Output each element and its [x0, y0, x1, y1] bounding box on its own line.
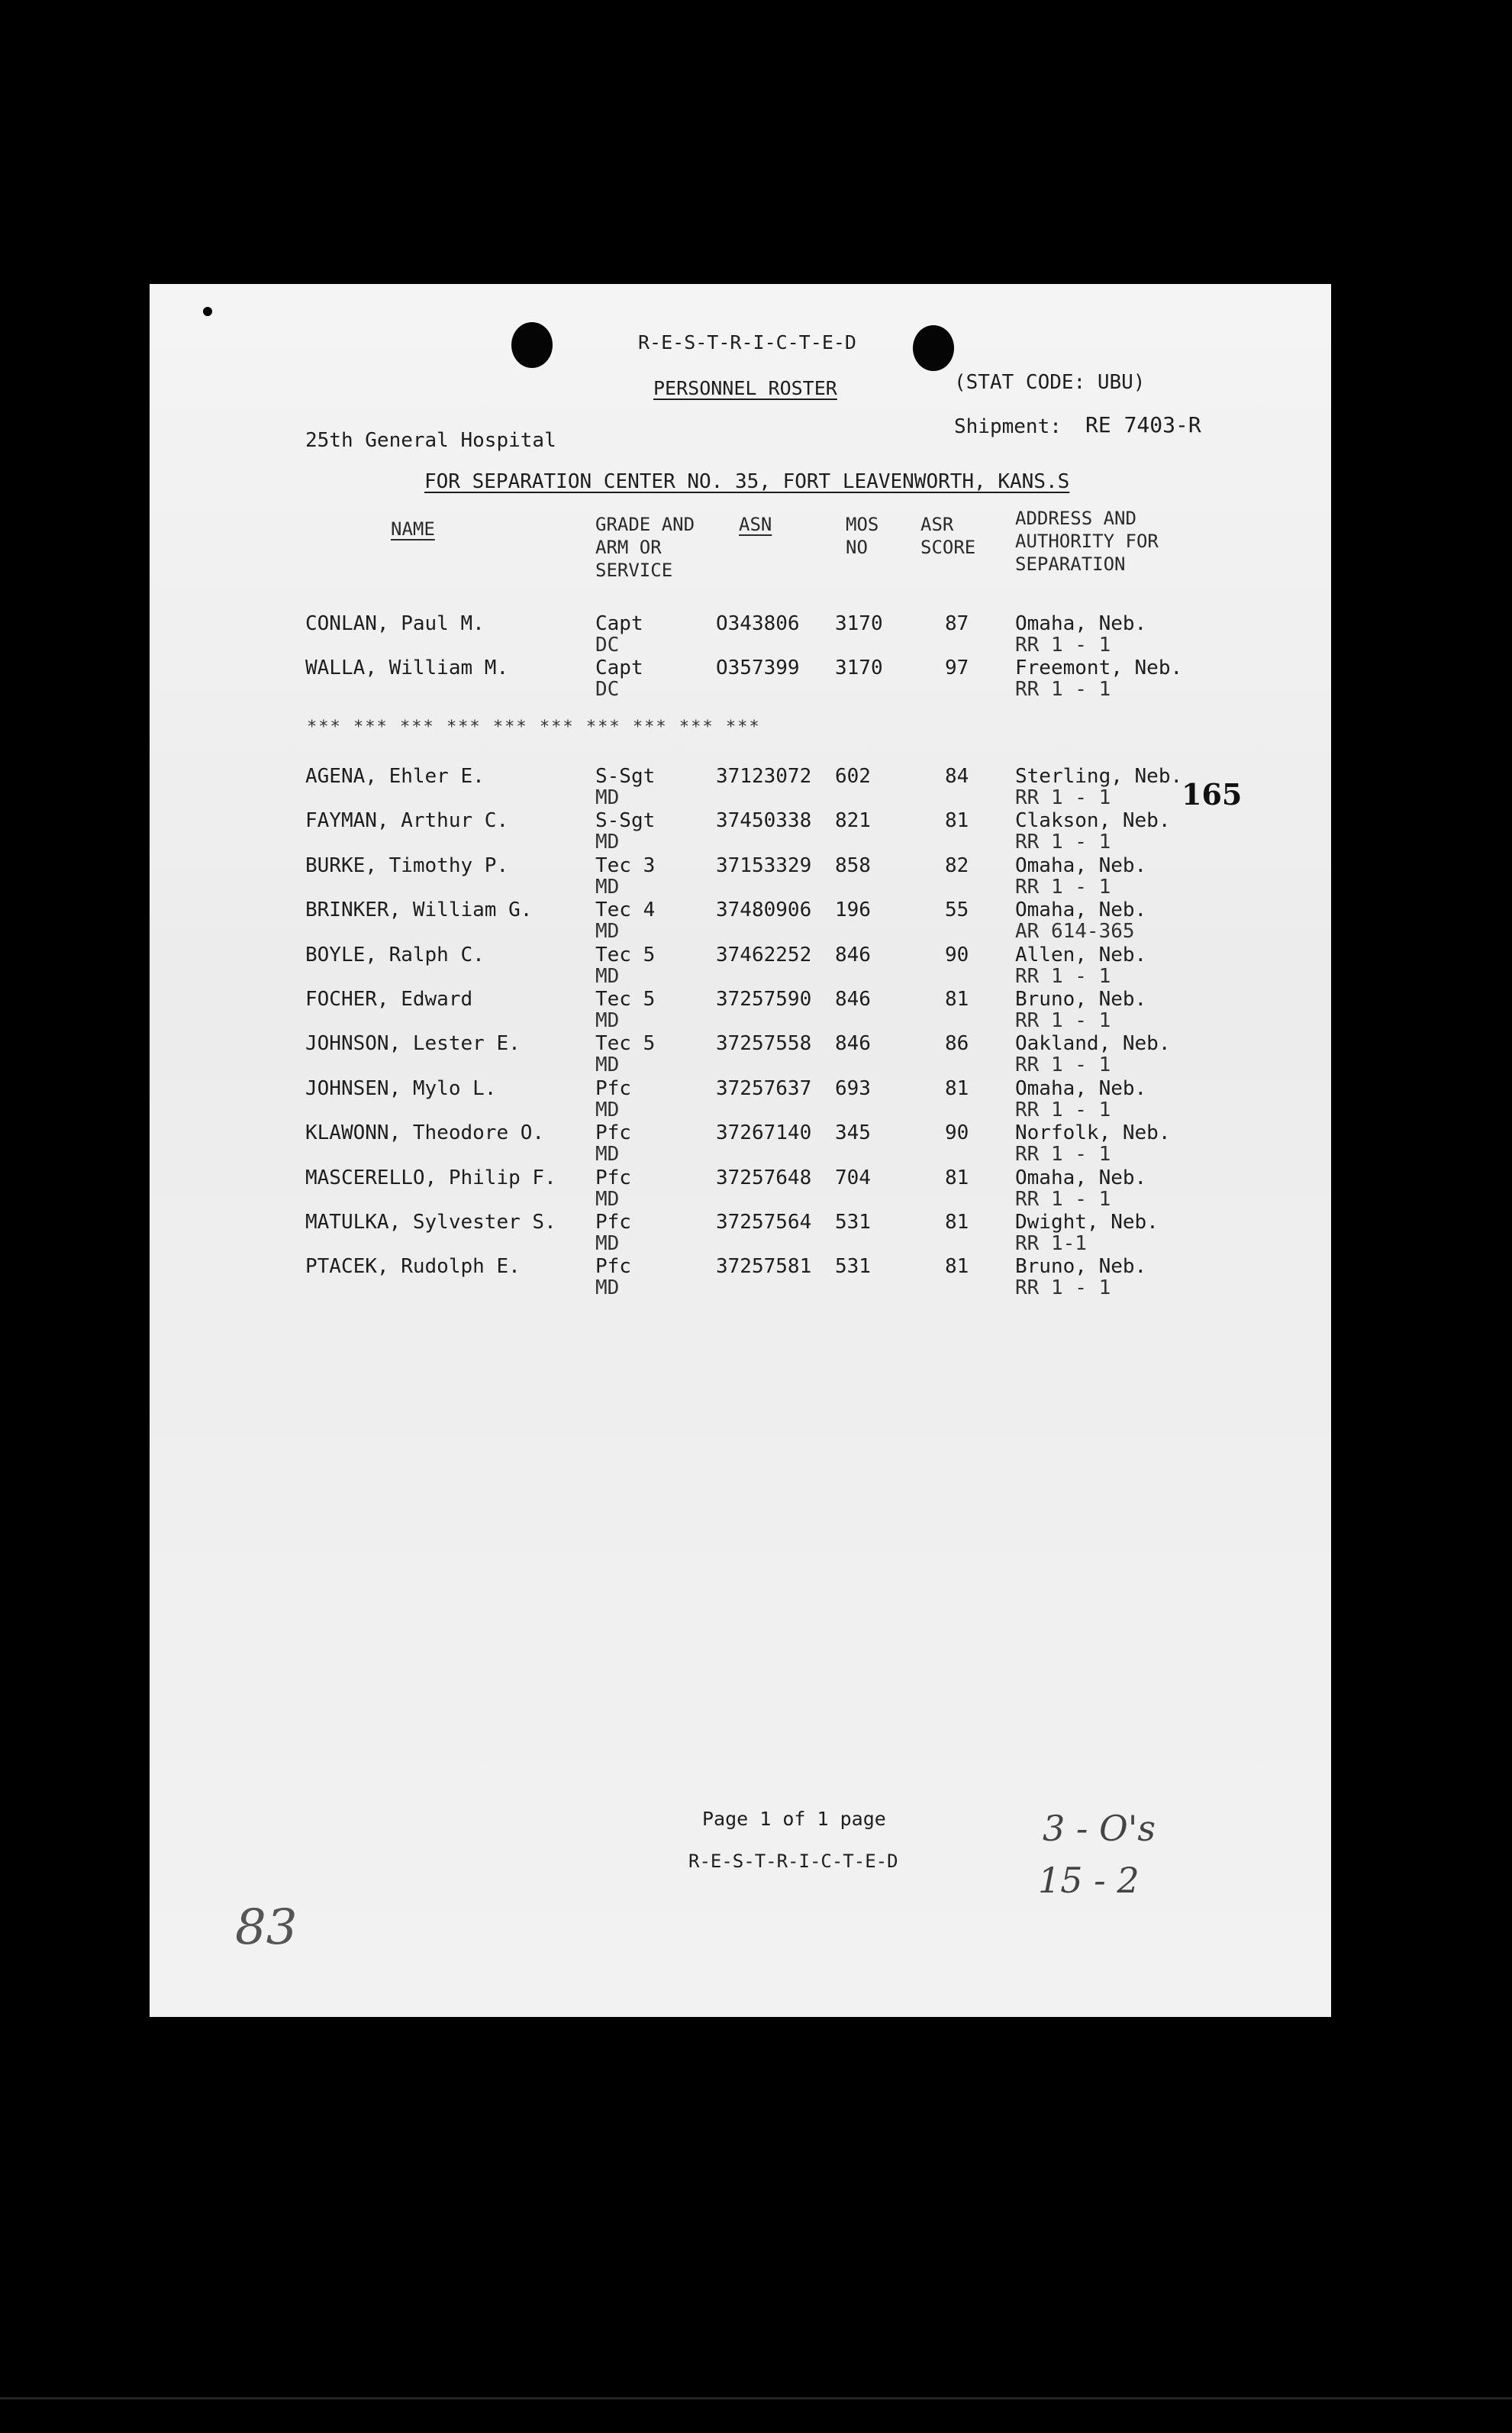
restricted-header: R-E-S-T-R-I-C-T-E-D: [638, 331, 856, 353]
row-asr: 84: [945, 765, 969, 788]
row-mos: 693: [835, 1076, 871, 1100]
row-asn: 37257581: [716, 1255, 812, 1279]
row-asn: O357399: [716, 657, 800, 679]
row-name: BRINKER, William G.: [305, 899, 533, 922]
row-asn: O343806: [716, 612, 800, 635]
speck-mark: [203, 307, 212, 316]
col-header-asn: ASN: [739, 514, 772, 535]
scan-edge-line: [0, 2397, 1512, 2399]
row-mos: 602: [835, 765, 871, 788]
row-mos: 821: [835, 809, 871, 833]
row-mos: 846: [835, 988, 871, 1011]
row-grade: Tec 5: [595, 988, 656, 1011]
row-arm: MD: [595, 1187, 620, 1211]
row-asr: 81: [945, 1166, 969, 1189]
row-arm: MD: [595, 1232, 620, 1255]
shipment-value: RE 7403-R: [1085, 412, 1201, 437]
row-address: Omaha, Neb.: [1015, 612, 1147, 635]
row-asr: 81: [945, 809, 969, 833]
punch-hole-right: [913, 325, 954, 371]
row-mos: 531: [835, 1255, 871, 1279]
row-arm: MD: [595, 875, 620, 899]
row-mos: 704: [835, 1166, 871, 1189]
row-address: Omaha, Neb.: [1015, 853, 1147, 877]
row-grade: Pfc: [595, 1166, 631, 1189]
row-authority: RR 1 - 1: [1015, 1054, 1111, 1077]
row-name: BOYLE, Ralph C.: [305, 943, 485, 966]
row-asr: 81: [945, 1076, 969, 1100]
roster-page: [150, 284, 1331, 2017]
row-address: Omaha, Neb.: [1015, 1166, 1147, 1189]
row-address: Omaha, Neb.: [1015, 899, 1147, 922]
row-asr: 87: [945, 612, 969, 635]
row-arm: DC: [595, 634, 620, 657]
row-authority: RR 1 - 1: [1015, 831, 1111, 854]
row-asn: 37450338: [716, 809, 812, 833]
row-name: FOCHER, Edward: [305, 988, 473, 1011]
row-name: JOHNSEN, Mylo L.: [305, 1076, 497, 1100]
handwritten-note-line2: 15 - 2: [1038, 1860, 1140, 1901]
row-grade: Pfc: [595, 1255, 631, 1279]
row-arm: MD: [595, 1054, 620, 1077]
col-header-asr: ASR SCORE: [920, 514, 976, 558]
row-asn: 37462252: [716, 943, 812, 966]
row-authority: RR 1 - 1: [1015, 1098, 1111, 1121]
row-authority: AR 614-365: [1015, 920, 1135, 944]
row-name: JOHNSON, Lester E.: [305, 1032, 521, 1056]
row-authority: RR 1 - 1: [1015, 875, 1111, 899]
row-grade: S-Sgt: [595, 809, 656, 833]
row-asr: 97: [945, 657, 969, 679]
row-authority: RR 1 - 1: [1015, 1143, 1111, 1166]
row-mos: 196: [835, 899, 871, 922]
row-name: FAYMAN, Arthur C.: [305, 809, 509, 833]
col-header-mos: MOS NO: [846, 514, 879, 558]
handwritten-note-line1: 3 - O's: [1043, 1808, 1156, 1849]
row-authority: RR 1 - 1: [1015, 634, 1111, 657]
row-asr: 81: [945, 988, 969, 1011]
row-address: Oakland, Neb.: [1015, 1032, 1171, 1056]
row-grade: Capt: [595, 657, 643, 679]
row-asn: 37153329: [716, 853, 812, 877]
row-asr: 86: [945, 1032, 969, 1056]
row-mos: 3170: [835, 657, 883, 679]
row-arm: DC: [595, 678, 620, 701]
punch-hole-left: [511, 322, 553, 368]
row-grade: Tec 3: [595, 853, 656, 877]
row-mos: 531: [835, 1211, 871, 1234]
row-name: AGENA, Ehler E.: [305, 765, 485, 788]
row-authority: RR 1 - 1: [1015, 964, 1111, 988]
row-grade: Pfc: [595, 1121, 631, 1145]
row-asn: 37257637: [716, 1076, 812, 1100]
row-address: Bruno, Neb.: [1015, 988, 1147, 1011]
row-asr: 81: [945, 1255, 969, 1279]
row-mos: 3170: [835, 612, 883, 635]
row-name: KLAWONN, Theodore O.: [305, 1121, 545, 1145]
row-name: MATULKA, Sylvester S.: [305, 1211, 556, 1234]
row-arm: MD: [595, 964, 620, 988]
row-asn: 37257590: [716, 988, 812, 1011]
row-arm: MD: [595, 920, 620, 944]
col-header-name: NAME: [391, 518, 435, 540]
row-arm: MD: [595, 831, 620, 854]
col-header-address: ADDRESS AND AUTHORITY FOR SEPARATION: [1015, 508, 1159, 575]
row-asn: 37257564: [716, 1211, 812, 1234]
page-indicator: Page 1 of 1 page: [702, 1808, 886, 1830]
separation-center: FOR SEPARATION CENTER NO. 35, FORT LEAVENWORTH, KANS.S: [424, 470, 1070, 493]
row-mos: 846: [835, 1032, 871, 1056]
row-arm: MD: [595, 1143, 620, 1166]
stat-code: (STAT CODE: UBU): [954, 371, 1146, 394]
row-asn: 37123072: [716, 765, 812, 788]
row-grade: Pfc: [595, 1211, 631, 1234]
unit-name: 25th General Hospital: [305, 429, 556, 452]
row-name: PTACEK, Rudolph E.: [305, 1255, 521, 1279]
row-address: Dwight, Neb.: [1015, 1211, 1159, 1234]
row-asn: 37257648: [716, 1166, 812, 1189]
row-mos: 345: [835, 1121, 871, 1145]
row-arm: MD: [595, 786, 620, 809]
row-asr: 55: [945, 899, 969, 922]
row-grade: S-Sgt: [595, 765, 656, 788]
row-name: WALLA, William M.: [305, 657, 509, 679]
row-asr: 81: [945, 1211, 969, 1234]
row-grade: Tec 4: [595, 899, 656, 922]
document-title: PERSONNEL ROSTER: [653, 377, 837, 399]
row-arm: MD: [595, 1009, 620, 1032]
row-address: Omaha, Neb.: [1015, 1076, 1147, 1100]
row-address: Freemont, Neb.: [1015, 657, 1183, 679]
row-grade: Pfc: [595, 1076, 631, 1100]
row-arm: MD: [595, 1276, 620, 1300]
row-address: Allen, Neb.: [1015, 943, 1147, 966]
restricted-footer: R-E-S-T-R-I-C-T-E-D: [688, 1851, 898, 1872]
row-grade: Tec 5: [595, 943, 656, 966]
row-authority: RR 1 - 1: [1015, 678, 1111, 701]
row-name: CONLAN, Paul M.: [305, 612, 485, 635]
row-authority: RR 1 - 1: [1015, 1276, 1111, 1300]
row-address: Norfolk, Neb.: [1015, 1121, 1171, 1145]
row-asr: 90: [945, 943, 969, 966]
row-asr: 90: [945, 1121, 969, 1145]
stamped-number: 165: [1182, 777, 1243, 812]
row-asn: 37267140: [716, 1121, 812, 1145]
row-name: MASCERELLO, Philip F.: [305, 1166, 556, 1189]
row-authority: RR 1 - 1: [1015, 1187, 1111, 1211]
row-address: Bruno, Neb.: [1015, 1255, 1147, 1279]
row-address: Sterling, Neb.: [1015, 765, 1183, 788]
row-mos: 846: [835, 943, 871, 966]
row-grade: Capt: [595, 612, 643, 635]
row-name: BURKE, Timothy P.: [305, 853, 509, 877]
row-authority: RR 1 - 1: [1015, 1009, 1111, 1032]
col-header-grade: GRADE AND ARM OR SERVICE: [595, 514, 695, 581]
section-separator: *** *** *** *** *** *** *** *** *** ***: [307, 718, 761, 737]
row-grade: Tec 5: [595, 1032, 656, 1056]
row-authority: RR 1 - 1: [1015, 786, 1111, 809]
row-asn: 37480906: [716, 899, 812, 922]
row-asn: 37257558: [716, 1032, 812, 1056]
handwritten-margin-number: 83: [235, 1899, 298, 1956]
row-asr: 82: [945, 853, 969, 877]
shipment-label: Shipment:: [954, 415, 1062, 438]
row-address: Clakson, Neb.: [1015, 809, 1171, 833]
row-mos: 858: [835, 853, 871, 877]
row-arm: MD: [595, 1098, 620, 1121]
row-authority: RR 1-1: [1015, 1232, 1087, 1255]
